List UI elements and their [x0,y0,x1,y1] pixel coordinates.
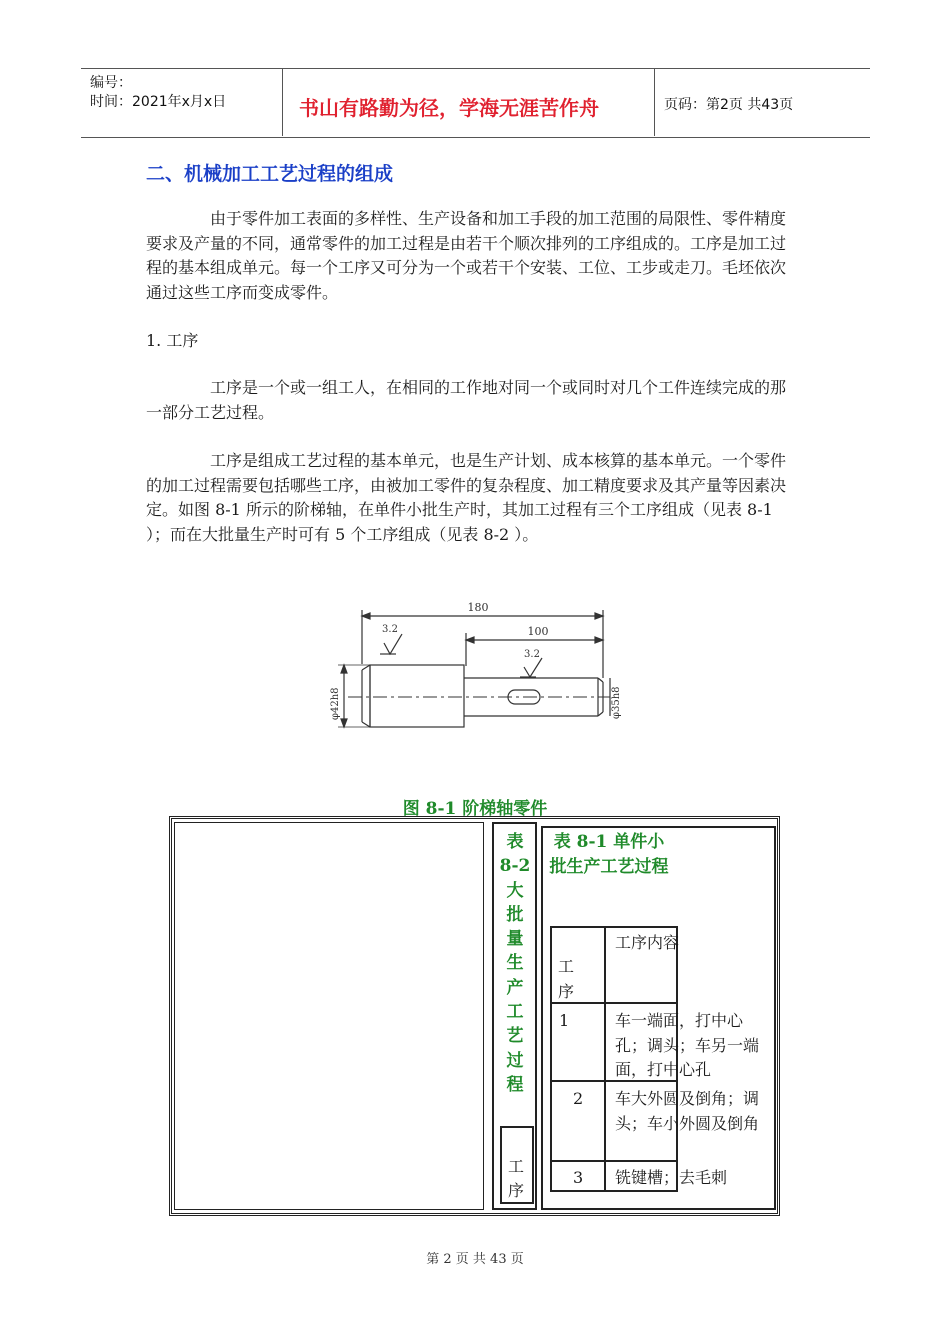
header-page-info: 页码：第2页 共43页 [664,97,794,113]
header-divider [282,68,283,136]
diameter-right-label: φ35h8 [611,686,622,719]
header-time: 时间：2021年x月x日 [90,94,227,110]
header-motto: 书山有路勤为径，学海无涯苦作舟 [299,96,599,120]
table-grid-line [550,926,552,1192]
figure-caption: 图 8-1 阶梯轴零件 [402,799,548,819]
section-title: 二、机械加工工艺过程的组成 [146,163,394,185]
header-number-label: 编号： [90,75,132,91]
subsection-heading: 1. 工序 [146,331,199,350]
table-8-1-col-step: 工序 [558,957,575,1001]
dimension-100-label: 100 [527,625,549,638]
table-8-1-step-3: 3 [573,1168,584,1187]
table-8-1-col-content: 工序内容 [615,933,680,952]
table-8-2-title: 表 8-2 大 批 量 生 产 工 艺 过 程 [499,832,531,1095]
table-8-1-title: 表 8-1 单件小批生产工艺过程 [549,832,669,877]
table-8-2-col-header: 工序 [507,1157,524,1200]
table-8-1-step-2: 2 [573,1089,584,1108]
dimension-180-label: 180 [467,601,489,614]
stepped-shaft-drawing [318,596,622,740]
table-8-1-step-1: 1 [559,1011,570,1030]
page-footer: 第 2 页 共 43 页 [426,1252,524,1267]
roughness-left-label: 3.2 [382,624,398,635]
table-8-1-content-2: 车大外圆及倒角；调头；车小外圆及倒角 [615,1089,760,1133]
table-left-empty-cell [174,822,484,1210]
table-8-1-content-3: 铣键槽；去毛刺 [615,1168,728,1187]
table-grid-line [550,1160,678,1162]
roughness-right-label: 3.2 [524,649,540,660]
paragraph-definition: 工序是一个或一组工人，在相同的工作地对同一个或同时对几个工件连续完成的那一部分工艺过程。 [146,378,787,422]
paragraph-intro: 由于零件加工表面的多样性、生产设备和加工手段的加工范围的局限性、零件精度要求及产量的不同，通常零件的加工过程是由若干个顺次排列的工序组成的。工序是加工过程的基本组成单元。每一个工序又可分为一个或若干个安装、工位、工步或走刀。毛坯依次通过这些工序而变成零件。 [146,209,787,302]
table-grid-line [604,926,606,1192]
paragraph-detail: 工序是组成工艺过程的基本单元，也是生产计划、成本核算的基本单元。一个零件的加工过程需要包括哪些工序，由被加工零件的复杂程度、加工精度要求及其产量等因素决定。如图 8-1 所示的阶梯轴，在单件小批生产时，其加工过程有三个工序组成（见表 8-1 ）；而在大批量生产时可有 5 个工序组成（见表 8-2 ）。 [146,451,787,544]
diameter-left-label: φ42h8 [330,687,341,720]
table-8-1-content-1: 车一端面，打中心孔；调头；车另一端面，打中心孔 [615,1011,760,1079]
header-divider [654,68,655,136]
table-grid-line [550,926,678,928]
